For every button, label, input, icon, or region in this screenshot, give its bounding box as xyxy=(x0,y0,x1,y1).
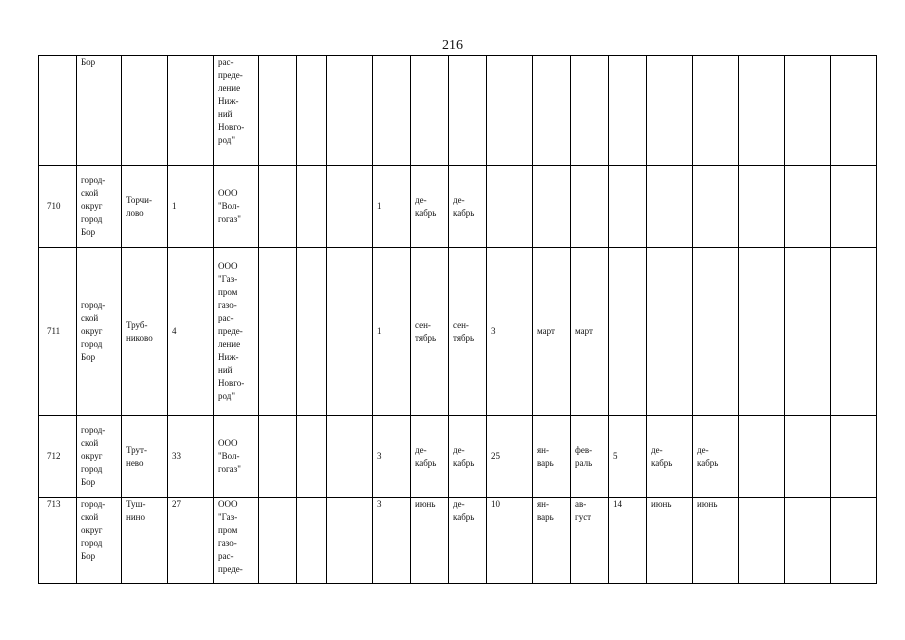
col7-cell xyxy=(327,248,373,416)
district-cell: город- ской округ город Бор xyxy=(77,248,122,416)
col12-cell: ян- варь xyxy=(533,416,571,498)
row-number: 711 xyxy=(39,248,77,416)
col13-cell: март xyxy=(571,248,609,416)
count-cell: 4 xyxy=(168,248,214,416)
district-cell: город- ской округ город Бор xyxy=(77,416,122,498)
col11-cell: 3 xyxy=(487,248,533,416)
district-cell: Бор xyxy=(77,56,122,166)
col5-cell xyxy=(259,416,297,498)
col13-cell xyxy=(571,166,609,248)
col10-cell: де- кабрь xyxy=(449,416,487,498)
col17-cell xyxy=(739,498,785,584)
col18-cell xyxy=(785,498,831,584)
col11-cell xyxy=(487,166,533,248)
col10-cell: де- кабрь xyxy=(449,498,487,584)
col5-cell xyxy=(259,498,297,584)
settlement-cell: Трут- нево xyxy=(122,416,168,498)
col5-cell xyxy=(259,166,297,248)
district-cell: город- ской округ город Бор xyxy=(77,498,122,584)
col18-cell xyxy=(785,56,831,166)
col7-cell xyxy=(327,166,373,248)
count-cell: 1 xyxy=(168,166,214,248)
col17-cell xyxy=(739,56,785,166)
col12-cell xyxy=(533,56,571,166)
col14-cell: 14 xyxy=(609,498,647,584)
settlement-cell: Туш- нино xyxy=(122,498,168,584)
count-cell: 27 xyxy=(168,498,214,584)
col17-cell xyxy=(739,248,785,416)
organization-cell: ООО "Газ- пром газо- рас- преде- xyxy=(214,498,259,584)
settlement-cell: Труб- никово xyxy=(122,248,168,416)
count-cell xyxy=(168,56,214,166)
col10-cell: де- кабрь xyxy=(449,166,487,248)
col19-cell xyxy=(831,248,877,416)
col16-cell: июнь xyxy=(693,498,739,584)
col8-cell: 1 xyxy=(373,248,411,416)
col9-cell: июнь xyxy=(411,498,449,584)
col14-cell xyxy=(609,56,647,166)
district-cell: город- ской округ город Бор xyxy=(77,166,122,248)
table-row xyxy=(39,248,877,416)
col18-cell xyxy=(785,166,831,248)
organization-cell: рас- преде- ление Ниж- ний Новго- род" xyxy=(214,56,259,166)
col17-cell xyxy=(739,166,785,248)
settlement-cell xyxy=(122,56,168,166)
col6-cell xyxy=(297,416,327,498)
col14-cell xyxy=(609,248,647,416)
col13-cell: фев- раль xyxy=(571,416,609,498)
col5-cell xyxy=(259,248,297,416)
col15-cell xyxy=(647,248,693,416)
col7-cell xyxy=(327,56,373,166)
col6-cell xyxy=(297,498,327,584)
organization-cell: ООО "Вол- гогаз" xyxy=(214,416,259,498)
col10-cell xyxy=(449,56,487,166)
col7-cell xyxy=(327,416,373,498)
col15-cell xyxy=(647,166,693,248)
col19-cell xyxy=(831,56,877,166)
col5-cell xyxy=(259,56,297,166)
table-row xyxy=(39,56,877,166)
col15-cell: де- кабрь xyxy=(647,416,693,498)
col6-cell xyxy=(297,56,327,166)
col19-cell xyxy=(831,416,877,498)
col9-cell xyxy=(411,56,449,166)
col14-cell xyxy=(609,166,647,248)
row-number xyxy=(39,56,77,166)
col8-cell: 1 xyxy=(373,166,411,248)
table-row xyxy=(39,416,877,498)
col16-cell xyxy=(693,248,739,416)
page-number: 216 xyxy=(442,38,463,53)
col6-cell xyxy=(297,248,327,416)
organization-cell: ООО "Вол- гогаз" xyxy=(214,166,259,248)
col15-cell: июнь xyxy=(647,498,693,584)
row-number: 712 xyxy=(39,416,77,498)
col9-cell: де- кабрь xyxy=(411,166,449,248)
col10-cell: сен- тябрь xyxy=(449,248,487,416)
col11-cell: 10 xyxy=(487,498,533,584)
col8-cell: 3 xyxy=(373,498,411,584)
col16-cell xyxy=(693,56,739,166)
col6-cell xyxy=(297,166,327,248)
col12-cell: ян- варь xyxy=(533,498,571,584)
col9-cell: де- кабрь xyxy=(411,416,449,498)
col9-cell: сен- тябрь xyxy=(411,248,449,416)
col12-cell xyxy=(533,166,571,248)
col19-cell xyxy=(831,166,877,248)
col11-cell: 25 xyxy=(487,416,533,498)
row-number: 710 xyxy=(39,166,77,248)
row-number: 713 xyxy=(39,498,77,584)
col19-cell xyxy=(831,498,877,584)
settlement-cell: Торчи- лово xyxy=(122,166,168,248)
col8-cell: 3 xyxy=(373,416,411,498)
col12-cell: март xyxy=(533,248,571,416)
col16-cell xyxy=(693,166,739,248)
col11-cell xyxy=(487,56,533,166)
col8-cell xyxy=(373,56,411,166)
count-cell: 33 xyxy=(168,416,214,498)
schedule-table xyxy=(38,55,877,584)
col17-cell xyxy=(739,416,785,498)
organization-cell: ООО "Газ- пром газо- рас- преде- ление Ниж- ний Новго- род" xyxy=(214,248,259,416)
col7-cell xyxy=(327,498,373,584)
table-row xyxy=(39,498,877,584)
col13-cell xyxy=(571,56,609,166)
table-row xyxy=(39,166,877,248)
col15-cell xyxy=(647,56,693,166)
col18-cell xyxy=(785,248,831,416)
col18-cell xyxy=(785,416,831,498)
col13-cell: ав- густ xyxy=(571,498,609,584)
col14-cell: 5 xyxy=(609,416,647,498)
col16-cell: де- кабрь xyxy=(693,416,739,498)
